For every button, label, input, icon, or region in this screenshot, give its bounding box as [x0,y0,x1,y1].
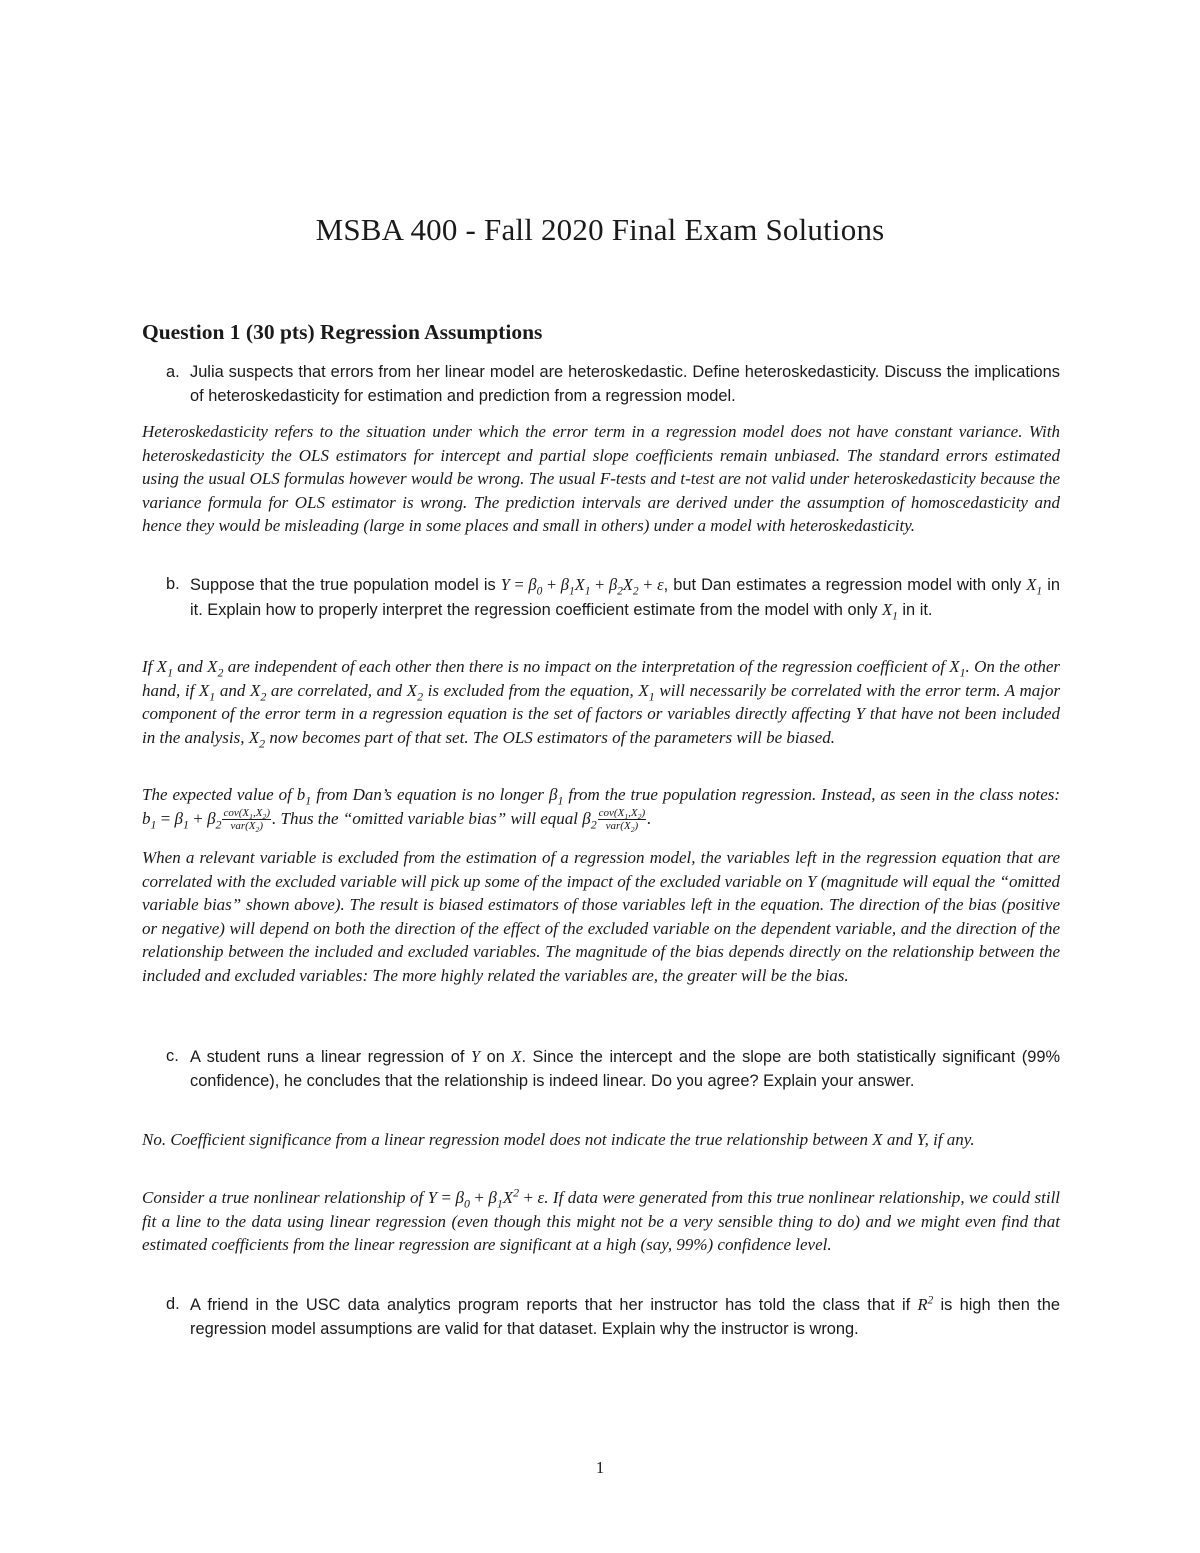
question-c [142,1045,1060,1093]
answer-a: Heteroskedasticity refers to the situation under which the error term in a regression model does not have constant variance. With heteroskedasticity the OLS estimators for intercept and partial slope coefficients remain unbiased. The standard errors estimated using the usual OLS formulas however would be wrong. The usual F-tests and t-test are not valid under heteroskedasticity because the variance formula for OLS estimator is wrong. The prediction intervals are derived under the assumption of homoscedasticity and hence they would be misleading (large in some places and small in others) under a model with heteroskedasticity. [142,422,1060,535]
question-b [142,573,1060,622]
answer-b-paragraph-3: When a relevant variable is excluded from the estimation of a regression model, the variables left in the regression equation that are correlated with the excluded variable will pick up some of the impact of the excluded variable on Y (magnitude will equal the “omitted variable bias” shown above). The result is biased estimators of those variables left in the equation. The direction of the bias (positive or negative) will depend on both the direction of the effect of the excluded variable on the dependent variable, and the direction of the relationship between the included and excluded variables. The magnitude of the bias depends directly on the relationship between the included and excluded variables: The more highly related the variables are, the greater will be the bias. [142,848,1060,985]
omitted-variable-bias-formula: $\beta_2$ $\frac{cov(X_1,X_2)}{var(X_2)}$ [582,807,646,835]
question-label: c. [166,1047,179,1065]
question-label: a. [166,363,180,381]
question-label: b. [166,575,180,593]
bias-formula: $b_1 = \beta_1 + \beta_2$ $\frac{cov(X_1,X_2)}{var(X_2)}$ [142,807,270,835]
question-label: d. [166,1295,180,1313]
question-text: Julia suspects that errors from her linear model are heteroskedastic. Define heteroskedasticity. Discuss the implications of heteroskedasticity for estimation and prediction from a regression model. [190,363,1060,405]
answer-b-paragraph-2: The expected value of $b_1$ from Dan’s equation is no longer $\beta_1$ from the true population regression. Instead, as seen in the class notes: $b_1 = \beta_1 + \beta_2$ $\frac{cov(X_1,X_2)}{var(X_2)}$ . Thus the “omitted variable bias” will equal $\beta_2$ $\frac{cov(X_1,X_2)}{var(X_2)}$ . [142,785,1061,835]
answer-c-paragraph-1: No. Coefficient significance from a linear regression model does not indicate the true relationship between X and Y, if any. [142,1130,975,1149]
nonlinear-model-equation: $Y = \beta_0 + \beta_1X^2 + \varepsilon$ [427,1185,545,1211]
question-text: A student runs a linear regression of Y on X. Since the intercept and the slope are both statistically significant (99% confidence), he concludes that the relationship is indeed linear. Do you agree? Explain your answer. [190,1047,1061,1090]
page-title: MSBA 400 - Fall 2020 Final Exam Solutions [315,212,885,247]
answer-b-paragraph-1: If $X_1$ and $X_2$ are independent of each other then there is no impact on the interpretation of the regression coefficient of $X_1$. On the other hand, if $X_1$ and $X_2$ are correlated, and $X_2$ is excluded from the equation, $X_1$ will necessarily be correlated with the error term. A major component of the error term in a regression equation is the set of factors or variables directly affecting Y that have not been included in the analysis, $X_2$ now becomes part of that set. The OLS estimators of the parameters will be biased. [142,657,1061,750]
page-number: 1 [595,1458,605,1477]
question-a [142,361,1060,408]
population-model-equation: $Y = \beta_0 + \beta_1X_1 + \beta_2X_2 + \varepsilon$ [500,575,664,598]
question-heading: Question 1 (30 pts) Regression Assumptions [142,320,543,344]
question-text: A friend in the USC data analytics program reports that her instructor has told the class that if $R^2$ is high then the regression model assumptions are valid for that dataset. Explain why the instructor is wrong. [190,1294,1060,1338]
question-d [142,1293,1060,1341]
question-text: Suppose that the true population model is $Y = \beta_0 + \beta_1X_1 + \beta_2X_2 + \varepsilon$, but Dan estimates a regression model with only $X_1$ in it. Explain how to properly interpret the regression coefficient estimate from the model with only $X_1$ in it. [190,575,1060,622]
answer-c-paragraph-2: Consider a true nonlinear relationship of $Y = \beta_0 + \beta_1X^2 + \varepsilon$. If data were generated from this true nonlinear relationship, we could still fit a line to the data using linear regression (even though this might not be a very sensible thing to do) and we might even find that estimated coefficients from the linear regression are significant at a high (say, 99%) confidence level. [142,1185,1061,1254]
